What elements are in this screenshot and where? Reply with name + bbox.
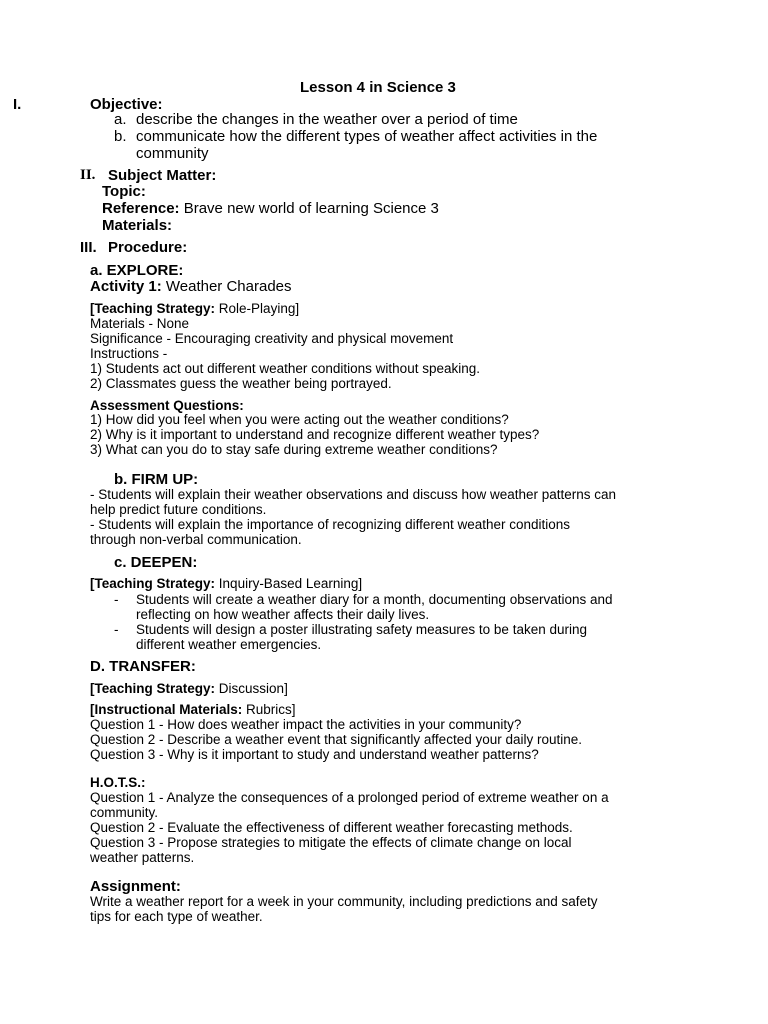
transfer-question: Question 3 - Why is it important to study and understand weather patterns? (90, 747, 539, 762)
transfer-question: Question 1 - How does weather impact the activities in your community? (90, 717, 522, 732)
section-numeral-1: I. (13, 96, 22, 113)
objective-marker-a: a. (114, 111, 127, 128)
page-title: Lesson 4 in Science 3 (300, 79, 456, 96)
materials-label: Materials: (102, 217, 173, 234)
instructional-materials-value: Rubrics] (246, 702, 296, 717)
deepen-heading: c. DEEPEN: (114, 554, 198, 571)
firm-up-line: through non-verbal communication. (90, 532, 302, 547)
topic-label: Topic: (102, 183, 146, 200)
explore-line: Instructions - (90, 346, 168, 361)
objective-item-b-cont: community (136, 145, 209, 162)
instructional-materials (90, 702, 296, 717)
bullet-marker: - (114, 622, 119, 637)
explore-strategy-value: Role-Playing] (218, 301, 300, 316)
assessment-heading: Assessment Questions: (90, 398, 244, 413)
explore-strategy-label: [Teaching Strategy: (90, 301, 216, 316)
transfer-heading: D. TRANSFER: (90, 658, 196, 675)
transfer-strategy-label: [Teaching Strategy: (90, 681, 216, 696)
deepen-strategy-value: Inquiry-Based Learning] (218, 576, 363, 591)
deepen-bullet-line: different weather emergencies. (136, 637, 322, 652)
procedure-heading: Procedure: (108, 239, 188, 256)
deepen-bullet-line: Students will create a weather diary for a month, documenting observations and (136, 592, 613, 607)
transfer-strategy-value: Discussion] (218, 681, 288, 696)
subject-matter-heading: Subject Matter: (108, 167, 217, 184)
explore-line: 2) Classmates guess the weather being portrayed. (90, 376, 392, 391)
objective-marker-b: b. (114, 128, 127, 145)
hots-line: Question 2 - Evaluate the effectiveness of different weather forecasting methods. (90, 820, 573, 835)
transfer-strategy (90, 681, 288, 696)
objective-heading: Objective: (90, 96, 163, 113)
hots-line: Question 3 - Propose strategies to mitigate the effects of climate change on local (90, 835, 572, 850)
activity-value: Weather Charades (165, 278, 292, 295)
assignment-heading: Assignment: (90, 878, 181, 895)
firm-up-line: - Students will explain the importance of recognizing different weather conditions (90, 517, 571, 532)
explore-line: Materials - None (90, 316, 190, 331)
explore-strategy (90, 301, 299, 316)
assessment-question: 1) How did you feel when you were acting out the weather conditions? (90, 412, 509, 427)
hots-line: community. (90, 805, 159, 820)
deepen-strategy-label: [Teaching Strategy: (90, 576, 216, 591)
assessment-question: 3) What can you do to stay safe during extreme weather conditions? (90, 442, 498, 457)
activity-line (90, 278, 292, 295)
instructional-materials-label: [Instructional Materials: (90, 702, 243, 717)
transfer-question: Question 2 - Describe a weather event that significantly affected your daily routine. (90, 732, 583, 747)
deepen-bullet-line: reflecting on how weather affects their daily lives. (136, 607, 430, 622)
explore-line: Significance - Encouraging creativity and physical movement (90, 331, 454, 346)
explore-line: 1) Students act out different weather conditions without speaking. (90, 361, 480, 376)
objective-item-b: communicate how the different types of weather affect activities in the (136, 128, 598, 145)
hots-line: weather patterns. (90, 850, 195, 865)
activity-label: Activity 1: (90, 278, 162, 295)
hots-line: Question 1 - Analyze the consequences of a prolonged period of extreme weather on a (90, 790, 609, 805)
section-numeral-3: III. (80, 239, 97, 256)
bullet-marker: - (114, 592, 119, 607)
assignment-line: Write a weather report for a week in your community, including predictions and safety (90, 894, 598, 909)
firm-up-line: - Students will explain their weather observations and discuss how weather patterns can (90, 487, 617, 502)
explore-heading: a. EXPLORE: (90, 262, 184, 279)
reference-line (102, 200, 439, 217)
assessment-question: 2) Why is it important to understand and recognize different weather types? (90, 427, 540, 442)
assignment-line: tips for each type of weather. (90, 909, 263, 924)
objective-item-a: describe the changes in the weather over a period of time (136, 111, 518, 128)
firm-up-heading: b. FIRM UP: (114, 471, 199, 488)
firm-up-line: help predict future conditions. (90, 502, 267, 517)
reference-label: Reference: (102, 200, 180, 217)
deepen-bullet-line: Students will design a poster illustrating safety measures to be taken during (136, 622, 587, 637)
deepen-strategy (90, 576, 362, 591)
section-numeral-2: II. (80, 167, 96, 183)
hots-heading: H.O.T.S.: (90, 775, 146, 790)
reference-value: Brave new world of learning Science 3 (183, 200, 439, 217)
